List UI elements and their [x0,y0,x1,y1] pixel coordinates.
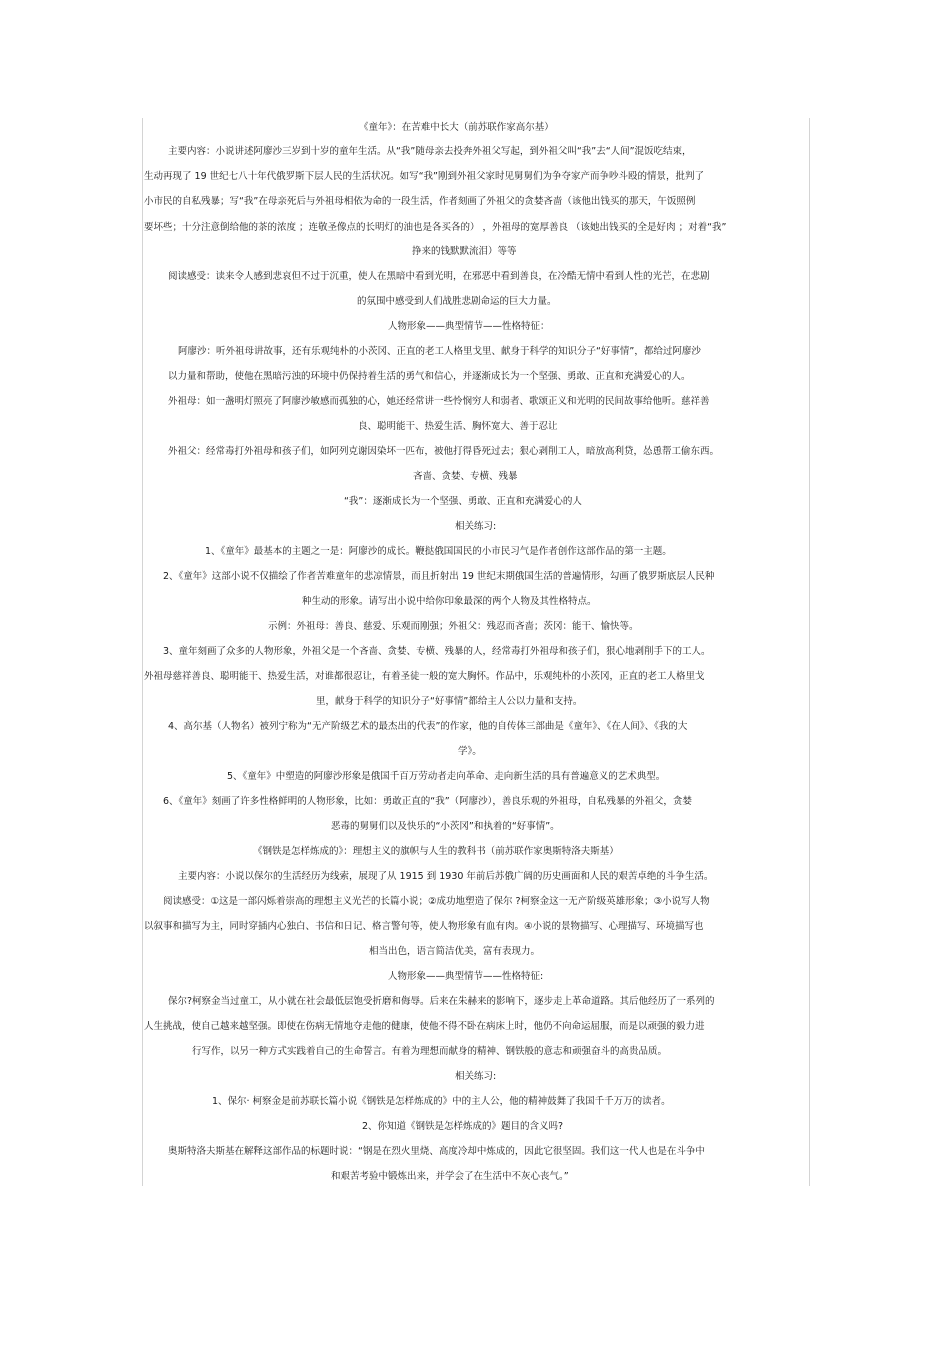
text-line: 奥斯特洛夫斯基在解释这部作品的标题时说：“钢是在烈火里烧、高度冷却中炼成的，因此它很坚固。我们这一代人也是在斗争中 [168,1146,705,1157]
text-line: 以叙事和描写为主，同时穿插内心独白、书信和日记、格言警句等，使人物形象有血有肉。④小说的景物描写、心理描写、环境描写也 [144,921,704,932]
text-line: 4、高尔基（人物名）被列宁称为“无产阶级艺术的最杰出的代表”的作家，他的自传体三部曲是《童年》、《在人间》、《我的大 [168,721,688,732]
text-line: 6、《童年》刻画了许多性格鲜明的人物形象，比如：勇敢正直的“我”（阿廖沙），善良乐观的外祖母，自私残暴的外祖父，贪婪 [163,796,692,807]
text-line: 3、童年刻画了众多的人物形象，外祖父是一个吝啬、贪婪、专横、残暴的人，经常毒打外祖母和孩子们，狠心地剥削手下的工人。 [163,646,711,657]
text-line: 人生挑战，使自己越来越坚强。即使在伤病无情地夺走他的健康，使他不得不卧在病床上时，他仍不向命运屈服，而是以顽强的毅力进 [144,1021,705,1032]
text-line: 行写作，以另一种方式实践着自己的生命誓言。有着为理想而献身的精神、钢铁般的意志和顽强奋斗的高贵品质。 [192,1046,668,1057]
text-line: 2、你知道《钢铁是怎样炼成的》题目的含义吗? [362,1121,564,1132]
text-line: 小市民的自私残暴；写“我”在母亲死后与外祖母相依为命的一段生活，作者刻画了外祖父的贪婪吝啬（该他出钱买的那天，午饭照例 [144,196,696,207]
text-line: 相当出色，语言简洁优美，富有表现力。 [369,946,541,957]
text-line: 示例：外祖母：善良、慈爱、乐观而刚强；外祖父：残忍而吝啬；茨冈：能干、愉快等。 [268,621,639,632]
text-line: 和艰苦考验中锻炼出来，并学会了在生活中不灰心丧气。” [331,1171,569,1182]
text-line: 1、《童年》最基本的主题之一是：阿廖沙的成长。鞭挞俄国国民的小市民习气是作者创作这部作品的第一主题。 [205,546,672,557]
section-heading: 相关练习: [455,1071,497,1082]
text-line: 生动再现了 19 世纪七八十年代俄罗斯下层人民的生活状况。如写“我”刚到外祖父家时见舅舅们为争夺家产而争吵斗殴的情景，批判了 [144,171,704,182]
section-heading: 人物形象——典型情节——性格特征： [388,321,550,332]
text-line: 5、《童年》中塑造的阿廖沙形象是俄国千百万劳动者走向革命、走向新生活的具有普遍意义的艺术典型。 [227,771,666,782]
text-line: 挣来的钱默默流泪）等等 [412,246,517,257]
text-line: 良、聪明能干、热爱生活、胸怀宽大、善于忍让 [358,421,558,432]
text-line: 2、《童年》这部小说不仅描绘了作者苦难童年的悲凉情景，而且折射出 19 世纪末期俄国生活的普遍情形，勾画了俄罗斯底层人民种 [163,571,715,582]
title-gangtie: 《钢铁是怎样炼成的》：理想主义的旗帜与人生的教科书（前苏联作家奥斯特洛夫斯基） [253,846,619,857]
text-line: 保尔?柯察金当过童工，从小就在社会最低层饱受折磨和侮辱。后来在朱赫来的影响下，逐步走上革命道路。其后他经历了一系列的 [168,996,715,1007]
title-tongnian: 《童年》：在苦难中长大（前苏联作家高尔基） [359,122,554,133]
text-line: 外祖母：如一盏明灯照亮了阿廖沙敏感而孤独的心，她还经常讲一些怜悯穷人和弱者、歌颂正义和光明的民间故事给他听。慈祥善 [168,396,710,407]
text-line: 以力量和帮助，使他在黑暗污浊的环境中仍保持着生活的勇气和信心，并逐渐成长为一个坚强、勇敢、正直和充满爱心的人。 [168,371,691,382]
text-line: 阅读感受：①这是一部闪烁着崇高的理想主义光芒的长篇小说；②成功地塑造了保尔 ?柯察金这一无产阶级英雄形象；③小说写人物 [163,896,710,907]
text-line: 外祖父：经常毒打外祖母和孩子们，如阿列克谢因染坏一匹布，被他打得昏死过去；狠心剥削工人，暗放高利贷，怂恿帮工偷东西。 [168,446,720,457]
text-line: 恶毒的舅舅们以及快乐的“小茨冈”和执着的“好事情”。 [331,821,560,832]
text-line: 的氛围中感受到人们战胜悲剧命运的巨大力量。 [357,296,557,307]
text-line: 主要内容：小说以保尔的生活经历为线索，展现了从 1915 到 1930 年前后苏俄广阔的历史画面和人民的艰苦卓绝的斗争生活。 [178,871,714,882]
text-line: 阿廖沙：听外祖母讲故事，还有乐观纯朴的小茨冈、正直的老工人格里戈里、献身于科学的知识分子“好事情”，都给过阿廖沙 [178,346,701,357]
text-line: “我”：逐渐成长为一个坚强、勇敢、正直和充满爱心的人 [344,496,582,507]
text-line: 外祖母慈祥善良、聪明能干、热爱生活，对谁都很忍让，有着圣徒一般的宽大胸怀。作品中，乐观纯朴的小茨冈，正直的老工人格里戈 [144,671,705,682]
text-line: 学》。 [458,746,482,757]
text-line: 种生动的形象。请写出小说中给你印象最深的两个人物及其性格特点。 [302,596,597,607]
text-line: 里，献身于科学的知识分子“好事情”都给主人公以力量和支持。 [316,696,583,707]
text-line: 阅读感受：读来令人感到悲哀但不过于沉重，使人在黑暗中看到光明，在邪恶中看到善良，在冷酷无情中看到人性的光芒，在悲剧 [168,271,710,282]
text-line: 1、保尔· 柯察金是前苏联长篇小说《钢铁是怎样炼成的》中的主人公，他的精神鼓舞了我国千千万万的读者。 [212,1096,671,1107]
section-heading: 人物形象——典型情节——性格特征: [388,971,544,982]
text-line: 吝啬、贪婪、专横、残暴 [413,471,518,482]
text-line: 主要内容：小说讲述阿廖沙三岁到十岁的童年生活。从“我”随母亲去投奔外祖父写起，到外祖父叫“我”去“人间”混饭吃结束， [168,146,692,157]
section-heading: 相关练习: [455,521,497,532]
text-line: 要坏些；十分注意倒给他的茶的浓度 ；连敬圣像点的长明灯的油也是各买各的） ，外祖母的宽厚善良 （该她出钱买的全是好肉 ；对着“我” [144,222,727,233]
